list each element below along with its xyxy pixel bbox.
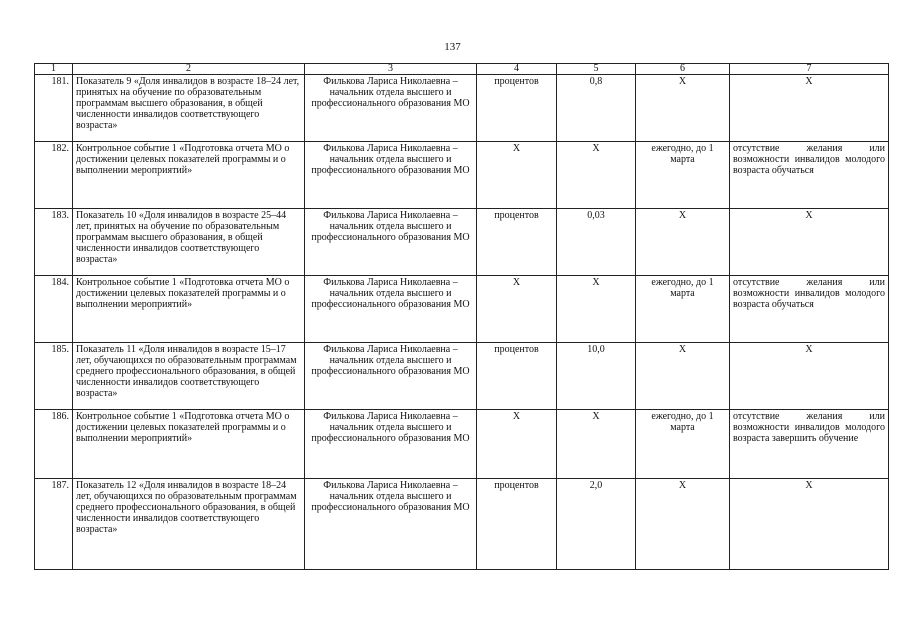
row-number: 181. [35,75,73,142]
responsible-person: Филькова Лариса Николаевна – начальник отдела высшего и профессионального образования МО [305,142,477,209]
note-cell: отсутствие желания или возможности инвалидов молодого возраста обучаться [730,276,889,343]
responsible-person: Филькова Лариса Николаевна – начальник отдела высшего и профессионального образования МО [305,479,477,570]
indicator-name: Показатель 12 «Доля инвалидов в возрасте 18–24 лет, обучающихся по образовательным программам среднего профессионального образования, в общей численности инвалидов соответствующего возраста» [73,479,305,570]
column-header: 2 [73,64,305,75]
column-header: 7 [730,64,889,75]
deadline-cell: ежегодно, до 1 марта [636,410,730,479]
note-cell: Х [730,75,889,142]
unit-cell: процентов [477,75,557,142]
unit-cell: процентов [477,479,557,570]
table-row [35,142,889,209]
row-number: 184. [35,276,73,343]
table-row [35,410,889,479]
deadline-cell: Х [636,75,730,142]
value-cell: 2,0 [557,479,636,570]
column-header: 1 [35,64,73,75]
responsible-person: Филькова Лариса Николаевна – начальник отдела высшего и профессионального образования МО [305,343,477,410]
deadline-cell: ежегодно, до 1 марта [636,276,730,343]
note-cell: Х [730,343,889,410]
column-number-row [35,64,889,75]
deadline-cell: Х [636,479,730,570]
row-number: 182. [35,142,73,209]
indicator-name: Показатель 11 «Доля инвалидов в возрасте 15–17 лет, обучающихся по образовательным программам среднего профессионального образования, в общей численности инвалидов соответствующего возраста» [73,343,305,410]
column-header: 4 [477,64,557,75]
unit-cell: Х [477,276,557,343]
responsible-person: Филькова Лариса Николаевна – начальник отдела высшего и профессионального образования МО [305,209,477,276]
program-table [34,63,889,570]
unit-cell: процентов [477,343,557,410]
value-cell: 10,0 [557,343,636,410]
responsible-person: Филькова Лариса Николаевна – начальник отдела высшего и профессионального образования МО [305,410,477,479]
unit-cell: Х [477,410,557,479]
row-number: 183. [35,209,73,276]
value-cell: Х [557,142,636,209]
row-number: 186. [35,410,73,479]
responsible-person: Филькова Лариса Николаевна – начальник отдела высшего и профессионального образования МО [305,75,477,142]
table-row [35,75,889,142]
indicator-name: Показатель 10 «Доля инвалидов в возрасте 25–44 лет, принятых на обучение по образовательным программам высшего образования, в общей численности инвалидов соответствующего возраста» [73,209,305,276]
row-number: 185. [35,343,73,410]
table-row [35,276,889,343]
note-cell: отсутствие желания или возможности инвалидов молодого возраста завершить обучение [730,410,889,479]
responsible-person: Филькова Лариса Николаевна – начальник отдела высшего и профессионального образования МО [305,276,477,343]
deadline-cell: ежегодно, до 1 марта [636,142,730,209]
deadline-cell: Х [636,343,730,410]
control-event-name: Контрольное событие 1 «Подготовка отчета МО о достижении целевых показателей программы и о выполнении мероприятий» [73,142,305,209]
row-number: 187. [35,479,73,570]
control-event-name: Контрольное событие 1 «Подготовка отчета МО о достижении целевых показателей программы и о выполнении мероприятий» [73,276,305,343]
note-cell: Х [730,479,889,570]
value-cell: Х [557,410,636,479]
column-header: 5 [557,64,636,75]
control-event-name: Контрольное событие 1 «Подготовка отчета МО о достижении целевых показателей программы и о выполнении мероприятий» [73,410,305,479]
note-cell: отсутствие желания или возможности инвалидов молодого возраста обучаться [730,142,889,209]
table-row [35,479,889,570]
column-header: 6 [636,64,730,75]
value-cell: Х [557,276,636,343]
table-row [35,343,889,410]
value-cell: 0,8 [557,75,636,142]
page-number: 137 [444,41,461,53]
note-cell: Х [730,209,889,276]
value-cell: 0,03 [557,209,636,276]
column-header: 3 [305,64,477,75]
unit-cell: процентов [477,209,557,276]
unit-cell: Х [477,142,557,209]
indicator-name: Показатель 9 «Доля инвалидов в возрасте 18–24 лет, принятых на обучение по образовательным программам высшего образования, в общей численности инвалидов соответствующего возраста» [73,75,305,142]
table-row [35,209,889,276]
deadline-cell: Х [636,209,730,276]
